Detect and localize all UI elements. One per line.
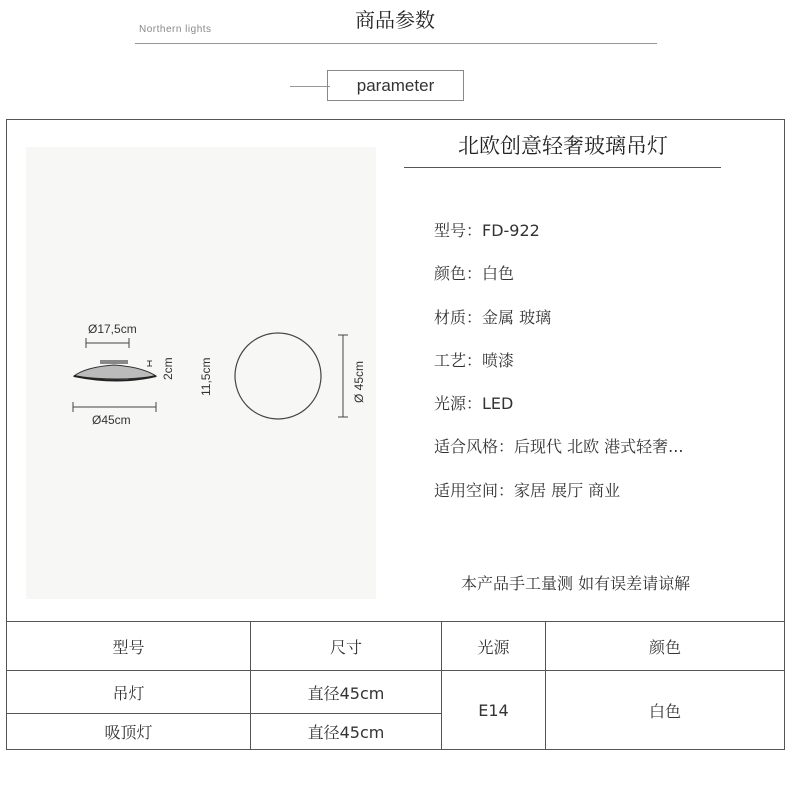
cell-size: 直径45cm (251, 714, 442, 750)
spec-craft: 工艺：喷漆 (434, 351, 515, 370)
cell-light-source: E14 (442, 671, 546, 750)
lamp-side-profile (74, 365, 156, 379)
diagram-svg (26, 147, 376, 599)
spec-color: 颜色：白色 (434, 264, 515, 283)
table-header-row (7, 622, 785, 671)
circle-dia-label: Ø 45cm (352, 360, 366, 403)
dimension-diagram (26, 147, 376, 599)
top-dia-label: Ø17,5cm (88, 322, 137, 336)
product-title: 北欧创意轻奢玻璃吊灯 (458, 134, 668, 158)
measurement-note: 本产品手工量测 如有误差请谅解 (461, 574, 691, 593)
product-title-underline (404, 167, 721, 168)
cell-model: 吊灯 (7, 671, 251, 714)
spec-table (6, 621, 785, 750)
spec-model: 型号：FD-922 (434, 221, 540, 240)
lamp-canopy (100, 360, 128, 364)
header-color: 颜色 (546, 622, 785, 671)
lamp-top-view (235, 333, 321, 419)
header-size: 尺寸 (251, 622, 442, 671)
parameter-label: parameter (327, 70, 464, 101)
header-light-source: 光源 (442, 622, 546, 671)
spec-material: 材质：金属 玻璃 (434, 308, 552, 327)
header-divider (135, 43, 657, 44)
spec-style: 适合风格：后现代 北欧 港式轻奢... (434, 437, 684, 456)
cell-size: 直径45cm (251, 671, 442, 714)
spec-light-source: 光源：LED (434, 394, 514, 413)
bottom-dia-label: Ø45cm (92, 413, 131, 427)
cell-color: 白色 (546, 671, 785, 750)
table-row (7, 671, 785, 714)
small-height-label: 2cm (161, 357, 175, 380)
parameter-line (290, 86, 330, 87)
page-title: 商品参数 (355, 8, 435, 32)
spec-space: 适用空间：家居 展厅 商业 (434, 481, 621, 500)
subtitle-en: Northern lights (139, 24, 212, 35)
header-model: 型号 (7, 622, 251, 671)
total-height-label: 11,5cm (199, 357, 213, 396)
cell-model: 吸顶灯 (7, 714, 251, 750)
